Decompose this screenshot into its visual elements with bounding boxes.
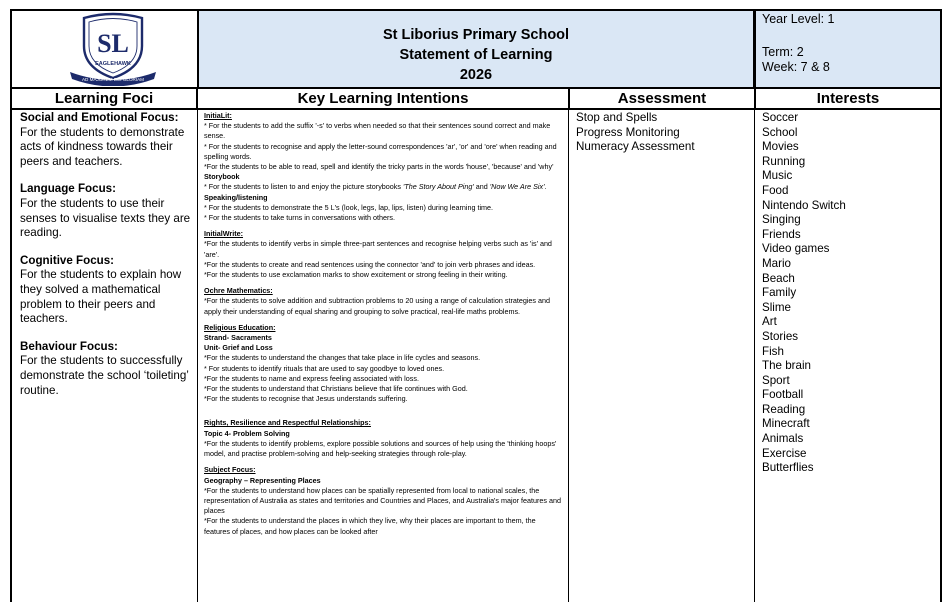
title-cell (197, 9, 755, 87)
re-line: *For the students to recognise that Jesus understands suffering. (204, 394, 408, 404)
document-title: Statement of Learning (399, 47, 553, 63)
interest-item: Friends (762, 227, 801, 241)
week-label: Week: 7 & 8 (762, 60, 830, 74)
re-line: *For the students to name and express feeling associated with loss. (204, 373, 419, 383)
re-unit: Unit- Grief and Loss (204, 343, 273, 353)
rrrr-topic: Topic 4- Problem Solving (204, 428, 290, 438)
year-level: Year Level: 1 (762, 12, 835, 26)
storybook-line: * For the students to listen to and enjoy the picture storybooks 'The Story About Ping' and 'Now We Are Six'. (204, 182, 547, 192)
cognitive-focus: Cognitive Focus: For the students to explain how they solved a mathematical problem to their peers and teachers. (20, 253, 182, 326)
social-emotional-focus: Social and Emotional Focus: For the students to demonstrate acts of kindness towards their peers and teachers. (20, 111, 185, 168)
interest-item: Beach (762, 271, 795, 285)
initialwrite-line: *For the students to identify verbs in simple three-part sentences and recognise helping verbs such as 'is' and 'are'. (204, 239, 552, 259)
interests-list (762, 111, 934, 476)
term-cell (754, 42, 942, 87)
column-header-interests: Interests (754, 87, 942, 110)
subject-focus-line: *For the students to understand the places in which they live, why their places are important to them, the features of places, and how places can be looked after (204, 516, 536, 536)
speaking-line: * For the students to take turns in conversations with others. (204, 213, 395, 223)
interest-item: Food (762, 183, 789, 197)
assessment-item: Numeracy Assessment (576, 140, 695, 154)
assessment-list (576, 111, 748, 155)
subject-focus-topic: Geography – Representing Places (204, 475, 321, 485)
storybook-heading: Storybook (204, 172, 240, 182)
interest-item: Nintendo Switch (762, 198, 846, 212)
initialit-line: *For the students to be able to read, spell and identify the tricky parts in the words 'house', 'because' and 'why' (204, 162, 554, 172)
interest-item: Stories (762, 329, 799, 343)
subject-focus-line: *For the students to understand how places can be spatially represented from local to national scales, the representation of Australia as states and territories and Countries and Places, and Australia's major features and places (204, 485, 561, 516)
rrrr-line: *For the students to identify problems, explore possible solutions and sources of help using the 'thinking hoops' model, and practise problem-solving and help-seeking strategies through role-play. (204, 438, 557, 459)
interest-item: Slime (762, 300, 791, 314)
term-label: Term: 2 (762, 45, 804, 59)
interest-item: Sport (762, 373, 790, 387)
initialwrite-line: *For the students to create and read sentences using the connector 'and' to join verb phrases and ideas. (204, 259, 536, 269)
speaking-heading: Speaking/listening (204, 192, 268, 202)
interest-item: Mario (762, 256, 791, 270)
interest-item: Singing (762, 213, 801, 227)
interest-item: Music (762, 169, 793, 183)
interest-item: Running (762, 154, 806, 168)
behaviour-focus: Behaviour Focus: For the students to successfully demonstrate the school ‘toileting’ routine. (20, 339, 189, 397)
initialit-line: * For the students to recognise and apply the letter-sound correspondences 'ar', 'or' and 'ore' when reading and spelling words. (204, 141, 557, 161)
interest-item: Family (762, 286, 797, 300)
logo-initials: SL (97, 29, 129, 58)
language-focus: Language Focus: For the students to use their senses to visualise texts they are reading. (20, 182, 191, 240)
interest-item: The brain (762, 359, 811, 373)
maths-heading: Ochre Mathematics: (204, 286, 273, 296)
key-learning-intentions-cell (197, 108, 569, 602)
year-level-cell (754, 9, 942, 44)
interest-item: Animals (762, 432, 804, 446)
school-logo (64, 12, 162, 86)
interest-item: School (762, 125, 798, 139)
column-header-learning-foci: Learning Foci (10, 87, 198, 110)
assessment-item: Progress Monitoring (576, 125, 680, 139)
logo-cell (10, 9, 198, 87)
document-year: 2026 (459, 67, 493, 83)
column-header-assessment: Assessment (568, 87, 756, 110)
interest-item: Art (762, 315, 777, 329)
initialit-heading: InitiaLit: (204, 111, 232, 120)
initialit-line: * For the students to add the suffix '-s' to verbs when needed so that their sentences sound correct and make sense. (204, 121, 551, 141)
rrrr-heading: Rights, Resilience and Respectful Relationships: (204, 418, 371, 428)
interest-item: Video games (762, 242, 830, 256)
re-line: * For students to identify rituals that are used to say goodbye to loved ones. (204, 363, 445, 373)
re-line: *For the students to understand the changes that take place in life cycles and seasons. (204, 353, 481, 363)
maths-line: *For the students to solve addition and subtraction problems to 20 using a range of calculation strategies and apply their understanding of equal sharing and grouping to solve practical, real-life maths problems. (204, 296, 551, 316)
column-header-key-learning-intentions: Key Learning Intentions (196, 87, 570, 110)
re-heading: Religious Education: (204, 322, 276, 332)
interest-item: Movies (762, 140, 799, 154)
interest-item: Butterflies (762, 461, 814, 475)
re-strand: Strand- Sacraments (204, 333, 272, 343)
subject-focus-heading: Subject Focus: (204, 465, 256, 475)
interest-item: Exercise (762, 446, 807, 460)
assessment-cell (569, 108, 755, 602)
assessment-item: Stop and Spells (576, 111, 658, 124)
logo-motto: AD MAJOREM DEI GLORIAM (81, 77, 145, 82)
interest-item: Football (762, 388, 804, 402)
interest-item: Fish (762, 344, 784, 358)
interest-item: Soccer (762, 111, 799, 124)
interests-cell (755, 108, 942, 602)
interest-item: Reading (762, 402, 806, 416)
school-name: St Liborius Primary School (382, 27, 570, 43)
logo-banner-text: EAGLEHAWK (95, 61, 131, 67)
speaking-line: * For the students to demonstrate the 5 L's (look, legs, lap, lips, listen) during learning time. (204, 202, 494, 212)
initialwrite-heading: InitialWrite: (204, 229, 244, 239)
re-line: *For the students to understand that Christians believe that life continues with God. (204, 384, 468, 394)
initialwrite-line: *For the students to use exclamation marks to show excitement or strong feeling in their writing. (204, 270, 508, 280)
interest-item: Minecraft (762, 417, 810, 431)
learning-foci-cell (10, 108, 198, 602)
